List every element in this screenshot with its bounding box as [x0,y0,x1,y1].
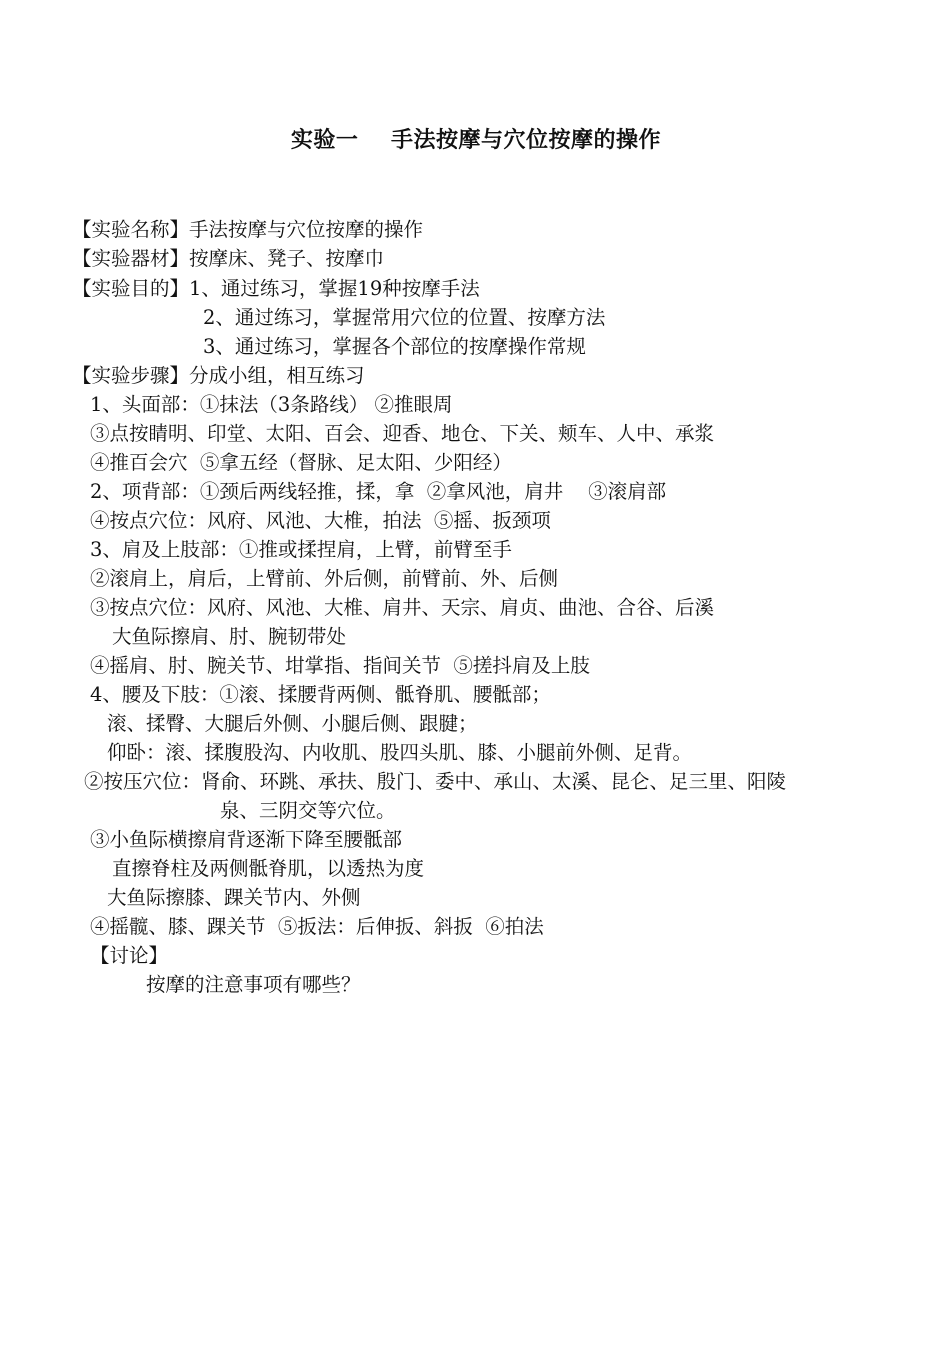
experiment-equipment-value: 按摩床、凳子、按摩巾 [189,247,385,270]
step-line: ④摇肩、肘、腕关节、坩掌指、指间关节 ⑤搓抖肩及上肢 [90,654,590,677]
experiment-steps-row [72,361,365,390]
step-line: 大鱼际擦肩、肘、腕韧带处 [112,625,347,648]
experiment-equipment-row [72,244,384,273]
purpose-item: 2、通过练习，掌握常用穴位的位置、按摩方法 [203,306,606,329]
experiment-steps-label: 【实验步骤】 [72,364,190,387]
step-line: ③点按睛明、印堂、太阳、百会、迎香、地仓、下关、颊车、人中、承浆 [90,422,715,445]
step-line: ③小鱼际横擦肩背逐渐下降至腰骶部 [90,828,403,851]
purpose-item: 3、通过练习，掌握各个部位的按摩操作常规 [203,335,586,358]
step-line: ③按点穴位：风府、风池、大椎、肩井、天宗、肩贞、曲池、合谷、后溪 [90,596,715,619]
discussion-label: 【讨论】 [90,944,169,967]
step-line: ②按压穴位：肾俞、环跳、承扶、殷门、委中、承山、太溪、昆仑、足三里、阳陵 [84,770,787,793]
step-line: 滚、揉臀、大腿后外侧、小腿后侧、跟腱； [107,712,478,735]
step-line: 仰卧：滚、揉腹股沟、内收肌、股四头肌、膝、小腿前外侧、足背。 [107,741,693,764]
experiment-equipment-label: 【实验器材】 [72,247,190,270]
purpose-item: 1、通过练习，掌握19种按摩手法 [189,277,480,300]
step-line: ④摇髋、膝、踝关节 ⑤扳法：后伸扳、斜扳 ⑥拍法 [90,915,544,938]
step-line: 1、头面部：①抹法（3条路线） ②推眼周 [90,393,453,416]
step-line: 直擦脊柱及两侧骶脊肌，以透热为度 [112,857,425,880]
experiment-name-row [72,215,423,244]
step-line: ④按点穴位：风府、风池、大椎，拍法 ⑤摇、扳颈项 [90,509,551,532]
discussion-question: 按摩的注意事项有哪些？ [146,973,361,996]
experiment-name-label: 【实验名称】 [72,218,190,241]
step-line: ②滚肩上，肩后，上臂前、外后侧，前臂前、外、后侧 [90,567,559,590]
experiment-steps-value: 分成小组，相互练习 [189,364,365,387]
page-title: 实验一 手法按摩与穴位按摩的操作 [290,127,662,153]
step-line: 泉、三阴交等穴位。 [220,799,396,822]
step-line: 3、肩及上肢部：①推或揉捏肩，上臂，前臂至手 [90,538,512,561]
experiment-name-value: 手法按摩与穴位按摩的操作 [189,218,424,241]
step-line: 大鱼际擦膝、踝关节内、外侧 [107,886,361,909]
step-line: 4、腰及下肢：①滚、揉腰背两侧、骶脊肌、腰骶部； [90,683,551,706]
experiment-purpose-row [72,274,480,303]
experiment-purpose-label: 【实验目的】 [72,277,190,300]
step-line: ④推百会穴 ⑤拿五经（督脉、足太阳、少阳经） [90,451,512,474]
step-line: 2、项背部：①颈后两线轻推，揉，拿 ②拿风池，肩井 ③滚肩部 [90,480,667,503]
